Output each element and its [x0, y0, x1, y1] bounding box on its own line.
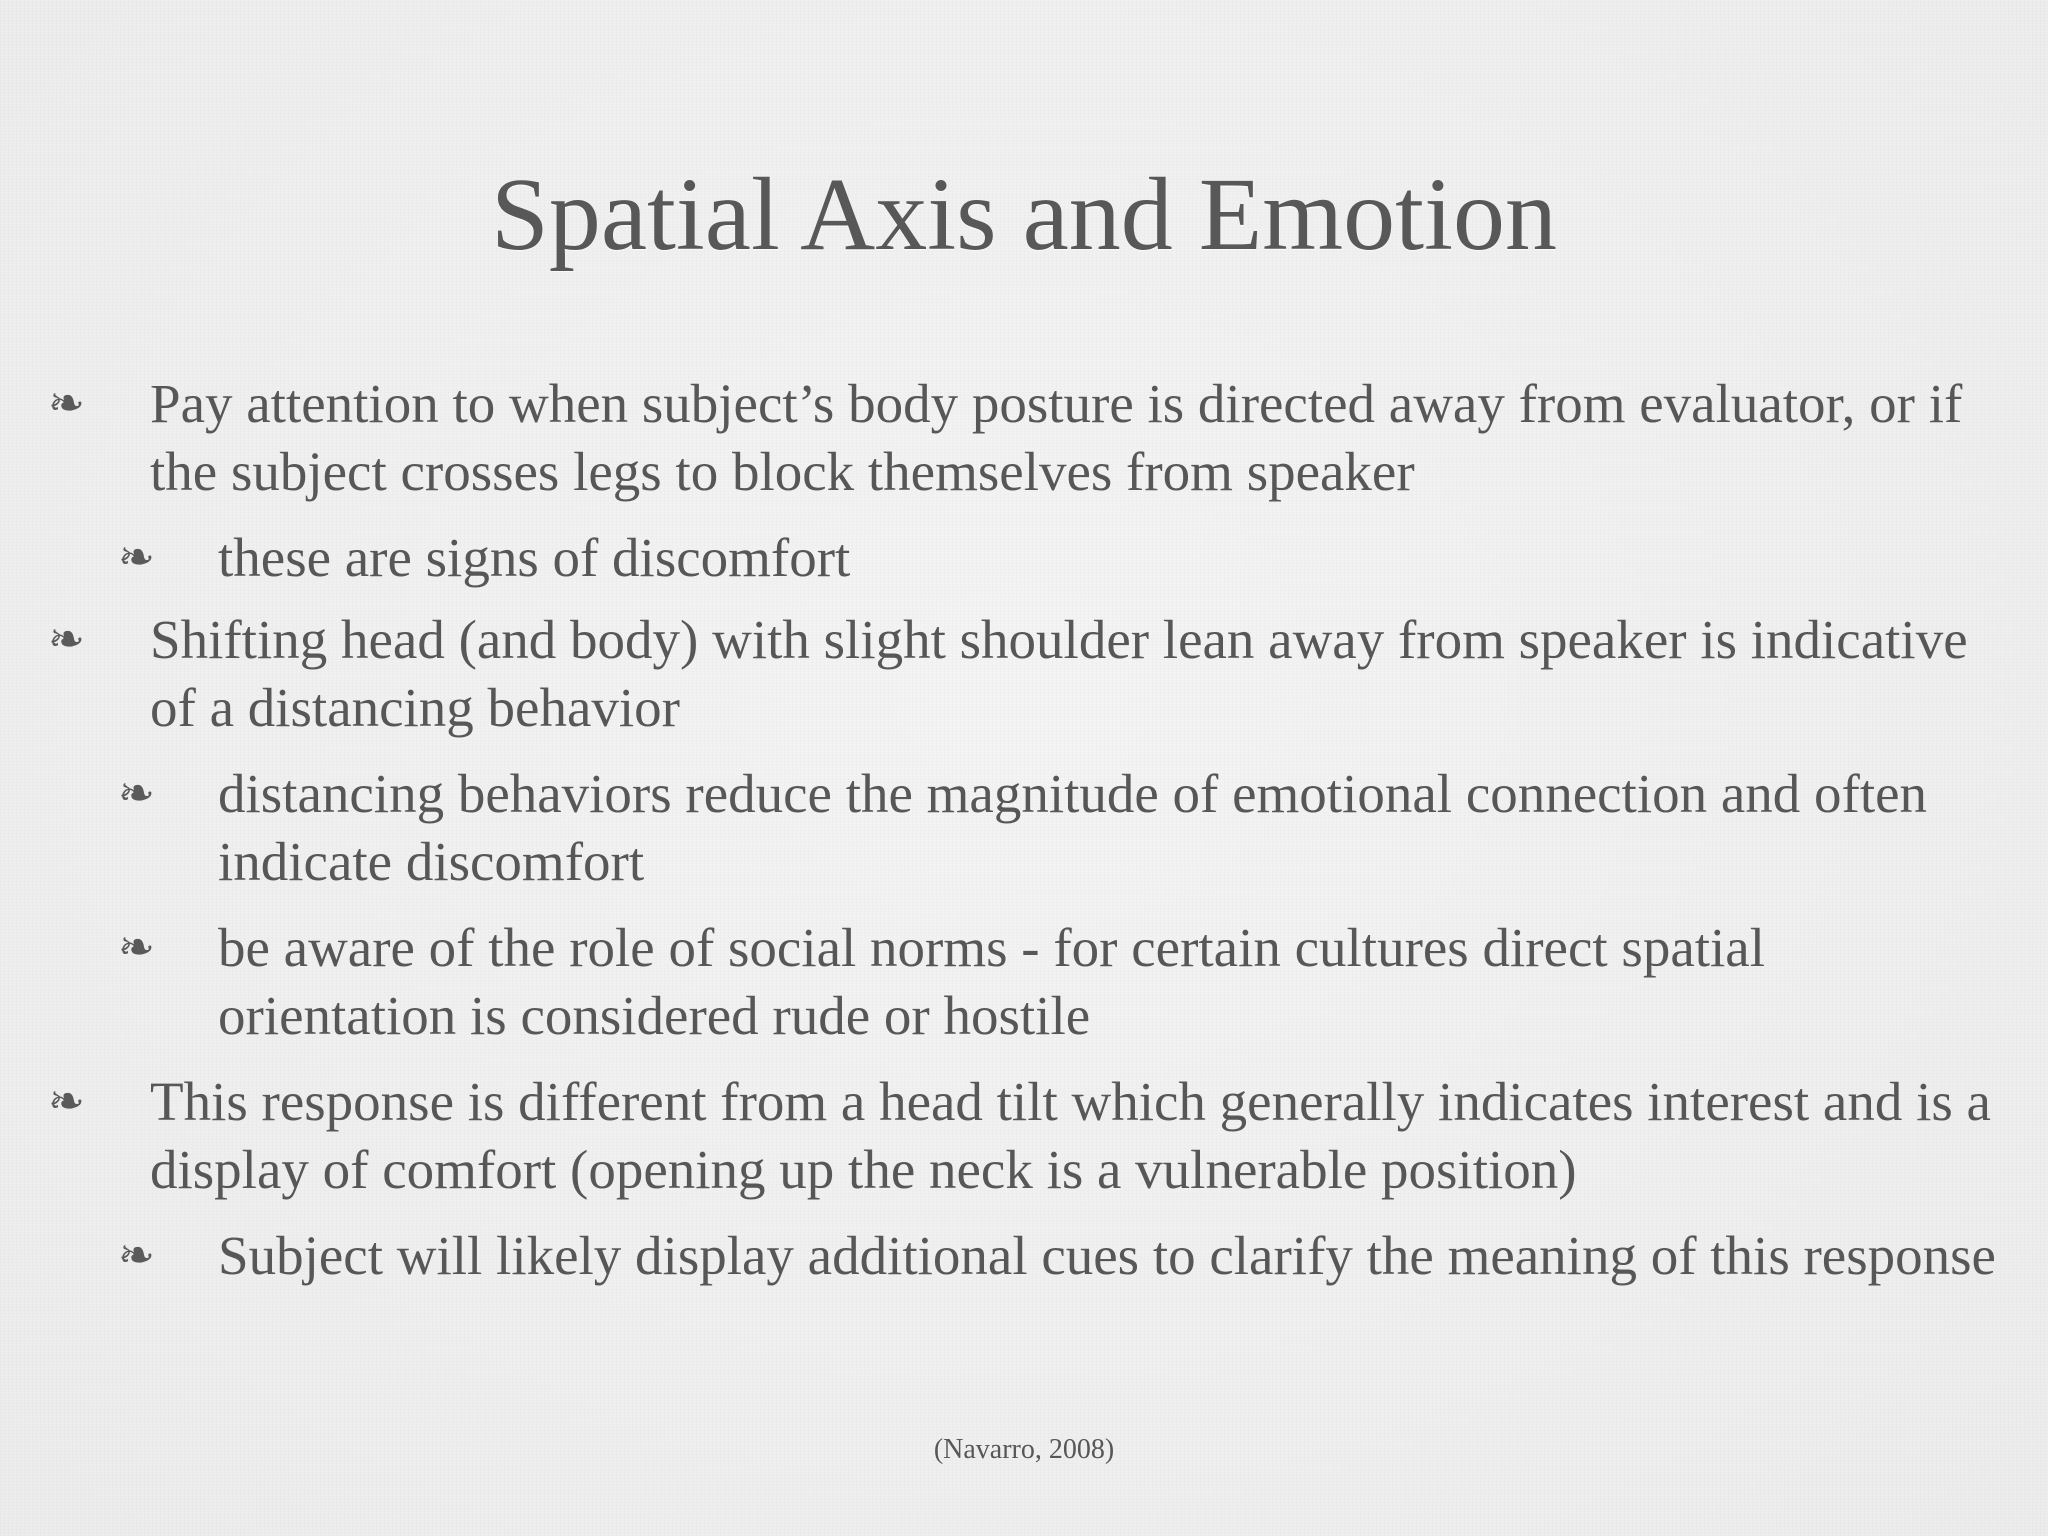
bullet-text: Subject will likely display additional cues to clarify the meaning of this response	[218, 1225, 1996, 1286]
fleuron-bullet-icon: ❧	[48, 615, 85, 664]
bullet-text: Shifting head (and body) with slight shoulder lean away from speaker is indicative of a distancing behavior	[150, 609, 1968, 738]
fleuron-bullet-icon: ❧	[118, 1231, 155, 1280]
sub-bullet-item	[0, 524, 2013, 592]
bullet-text: be aware of the role of social norms - for certain cultures direct spatial orientation is considered rude or hostile	[218, 917, 1765, 1046]
fleuron-bullet-icon: ❧	[118, 533, 155, 582]
bullet-text: distancing behaviors reduce the magnitude of emotional connection and often indicate discomfort	[218, 763, 1928, 892]
bullet-text: these are signs of discomfort	[218, 527, 851, 588]
fleuron-bullet-icon: ❧	[48, 1077, 85, 1126]
sub-bullet-item	[0, 760, 2013, 896]
bullet-item	[0, 606, 2010, 742]
sub-bullet-item	[0, 914, 2013, 1050]
bullet-text: This response is different from a head tilt which generally indicates interest and is a display of comfort (opening up the neck is a vulnerable position)	[150, 1071, 1991, 1200]
fleuron-bullet-icon: ❧	[48, 379, 85, 428]
fleuron-bullet-icon: ❧	[118, 923, 155, 972]
slide-title: Spatial Axis and Emotion	[491, 157, 1557, 272]
bullet-list	[0, 370, 2048, 1290]
fleuron-bullet-icon: ❧	[118, 769, 155, 818]
bullet-item	[0, 370, 2010, 506]
bullet-item	[0, 1068, 2010, 1204]
sub-bullet-item	[0, 1222, 2013, 1290]
bullet-text: Pay attention to when subject’s body posture is directed away from evaluator, or if the subject crosses legs to block themselves from speaker	[150, 373, 1963, 502]
citation: (Navarro, 2008)	[933, 1434, 1115, 1465]
